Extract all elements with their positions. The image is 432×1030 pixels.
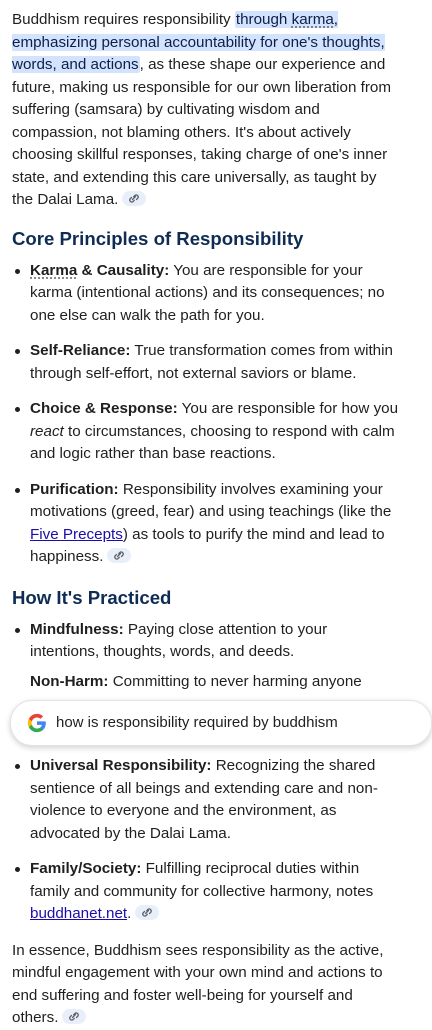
link-icon	[128, 193, 140, 204]
item-text: True transformation comes from within through self-effort, not external saviors or blame.	[30, 342, 393, 382]
list-item	[12, 858, 400, 926]
item-text: Responsibility involves examining your motivations (greed, fear) and using teachings (like the	[30, 480, 392, 520]
conclusion-text: In essence, Buddhism sees responsibility as the active, mindful engagement with your own mind and actions to end suffering and foster well-being for yourself and others.	[12, 941, 384, 1026]
item-term: Non-Harm:	[30, 673, 109, 690]
item-text: Fulfilling reciprocal duties within family and community for collective harmony, notes	[30, 860, 374, 900]
practice-list-continued	[12, 755, 400, 926]
item-term: Mindfulness:	[30, 620, 124, 638]
karma-term[interactable]: karma	[291, 11, 334, 28]
google-g-icon	[27, 713, 47, 733]
list-item	[12, 260, 400, 328]
source-link-button[interactable]	[62, 1009, 86, 1024]
item-term: Choice & Response:	[30, 400, 178, 417]
item-term: & Causality:	[77, 261, 170, 279]
list-item	[12, 398, 400, 466]
list-item	[12, 619, 400, 664]
link-icon	[113, 550, 125, 561]
section-heading-how-practiced: How It's Practiced	[12, 586, 172, 608]
ai-overview-content	[12, 9, 400, 664]
highlight-part-1: through	[235, 11, 292, 28]
item-text: Paying close attention to your intentions, thoughts, words, and deeds.	[30, 620, 328, 660]
list-item	[12, 340, 400, 385]
item-text: Committing to never harming anyone	[108, 673, 362, 690]
source-link-button[interactable]	[122, 191, 146, 206]
intro-text-start: Buddhism requires responsibility	[12, 11, 235, 28]
highlight-part-2: , emphasizing personal accountability for one's thoughts, words, and actions	[12, 11, 385, 73]
item-text-continued: to circumstances, choosing to respond with calm and logic rather than base reactions.	[30, 422, 395, 462]
link-icon	[141, 907, 153, 918]
source-link-button[interactable]	[135, 905, 159, 920]
clipped-list-item	[30, 673, 390, 691]
item-term: Family/Society:	[30, 860, 142, 877]
list-item	[12, 755, 400, 845]
item-term: Purification:	[30, 480, 119, 498]
practice-list	[12, 619, 400, 664]
karma-term[interactable]: Karma	[30, 261, 78, 279]
section-heading-core-principles: Core Principles of Responsibility	[12, 227, 304, 249]
emphasis-text: react	[30, 422, 64, 440]
search-query-text: how is responsibility required by buddhism	[56, 713, 338, 731]
list-item	[12, 479, 400, 569]
item-text: You are responsible for your karma (intentional actions) and its consequences; no one else can walk the path for you.	[30, 261, 385, 324]
link-icon	[68, 1011, 80, 1022]
source-link-button[interactable]	[107, 548, 131, 563]
item-text-end: .	[127, 905, 132, 922]
intro-paragraph	[12, 9, 400, 212]
item-text: You are responsible for how you	[177, 400, 399, 417]
intro-text-end: , as these shape our experience and future, making us responsible for our own liberation from suffering (samsara) by cultivating wisdom and compassion, not blaming others. It's about actively choosing skillful responses, taking charge of one's inner state, and extending this care universally, as taught by the Dalai Lama.	[12, 56, 392, 208]
core-principles-list	[12, 260, 400, 569]
item-text-continued: ) as tools to purify the mind and lead to happiness.	[30, 525, 385, 565]
search-query-bar[interactable]	[10, 700, 432, 746]
item-text: Recognizing the shared sentience of all beings and extending care and non-violence to everyone and the environment, as advocated by the Dalai Lama.	[30, 757, 378, 842]
lower-content	[12, 755, 400, 1030]
conclusion-paragraph	[12, 940, 400, 1030]
item-term: Universal Responsibility:	[30, 757, 212, 774]
buddhanet-link[interactable]: buddhanet.net	[30, 905, 128, 922]
five-precepts-link[interactable]: Five Precepts	[30, 525, 123, 543]
item-term: Self-Reliance:	[30, 342, 131, 359]
